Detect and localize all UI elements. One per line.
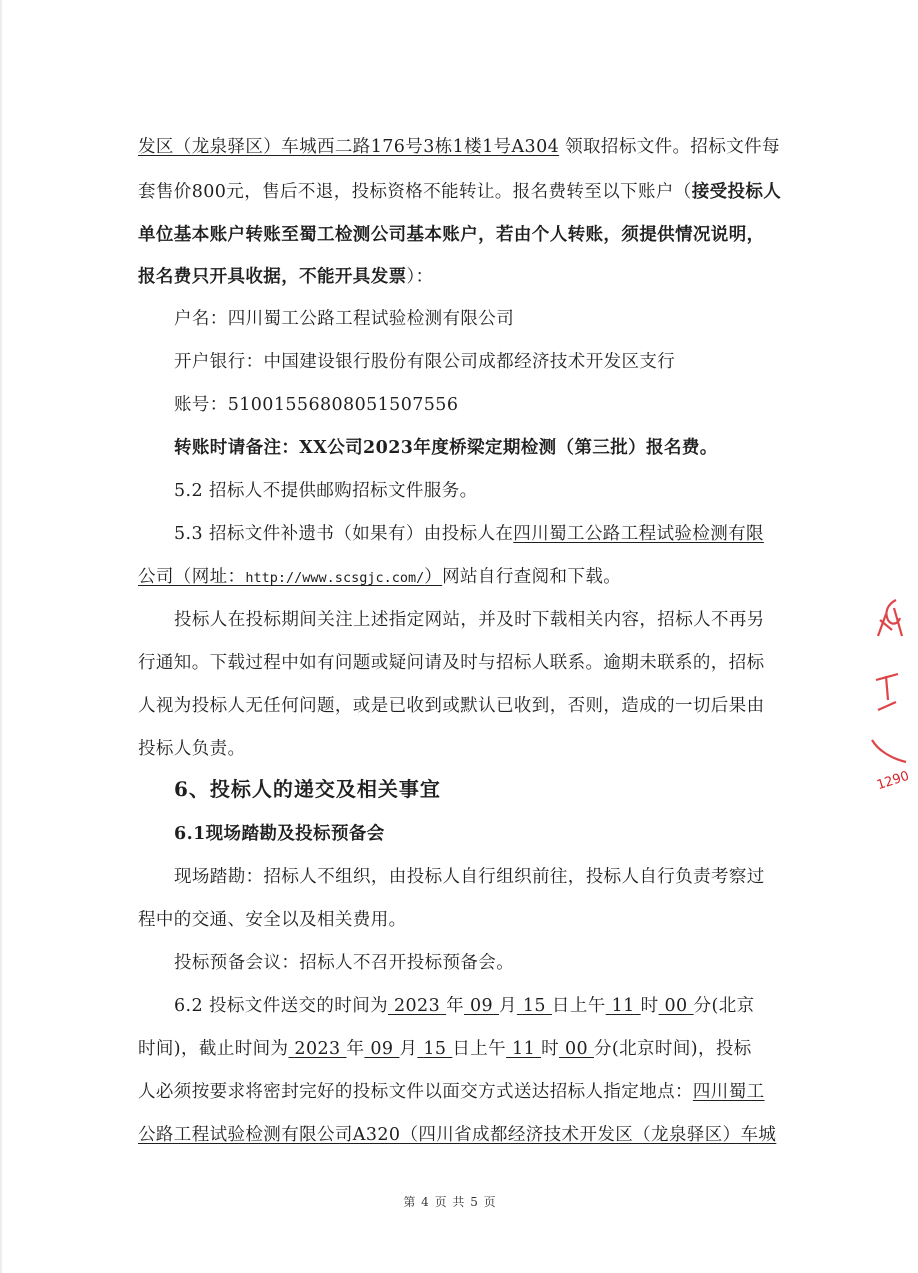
text-span: ）： — [406, 267, 434, 287]
bold-span: 报名费只开具收据，不能开具发票 — [138, 267, 407, 287]
section-6-2-line1 — [174, 994, 755, 1018]
location-underlined: 四川蜀工 — [692, 1082, 765, 1102]
transfer-note: 转账时请备注：XX公司2023年度桥梁定期检测（第三批）报名费。 — [174, 438, 718, 458]
text-span: 人必须按要求将密封完好的投标文件以面交方式送达招标人指定地点： — [138, 1082, 693, 1102]
page-footer: 第 4 页 共 5 页 — [403, 1195, 497, 1209]
company-underlined: 公司（网址： — [138, 567, 246, 587]
hour-value — [606, 996, 641, 1016]
account-number: 账号：51001556808051507556 — [174, 395, 459, 415]
hour-value — [506, 1039, 541, 1059]
stamp-graphic — [858, 590, 918, 794]
month-value — [364, 1039, 399, 1059]
text-span: 月 — [399, 1039, 418, 1059]
year-text: 2023 — [393, 996, 441, 1016]
notice-line: 人视为投标人无任何问题，或是已收到或默认已收到，否则，造成的一切后果由 — [138, 696, 765, 716]
day-text: 15 — [522, 996, 546, 1016]
text-span: 时间)，截止时间为 — [138, 1039, 289, 1059]
bold-span: 接受投标人 — [691, 182, 782, 202]
paragraph-line — [138, 180, 781, 204]
section-5-2: 5.2 招标人不提供邮购招标文件服务。 — [174, 481, 478, 501]
section-6-2-line3 — [138, 1080, 765, 1104]
text-span: 分(北京时间)，投标 — [594, 1039, 752, 1059]
hour-text: 11 — [512, 1039, 536, 1059]
text-span: 网站自行查阅和下载。 — [442, 567, 622, 587]
text-span: 年 — [446, 996, 464, 1016]
year-text: 2023 — [294, 1039, 341, 1059]
text-span: 6.2 投标文件送交的时间为 — [174, 996, 388, 1016]
text-span: 年 — [346, 1039, 365, 1059]
minute-text: 00 — [564, 1039, 589, 1059]
section-6-2-line2 — [138, 1037, 752, 1061]
survey-line: 现场踏勘：招标人不组织，由投标人自行组织前往，投标人自行负责考察过 — [174, 867, 765, 887]
day-text: 15 — [423, 1039, 447, 1059]
month-value — [464, 996, 499, 1016]
premeeting-line: 投标预备会议：招标人不召开投标预备会。 — [174, 953, 515, 973]
bold-line: 单位基本账户转账至蜀工检测公司基本账户，若由个人转账，须提供情况说明， — [138, 225, 765, 245]
minute-value — [559, 1039, 594, 1059]
day-value — [417, 1039, 452, 1059]
address-underlined: 发区（龙泉驿区）车城西二路176号3栋1楼1号A304 — [138, 137, 560, 157]
text-span: 5.3 招标文件补遗书（如果有）由投标人在 — [174, 524, 514, 544]
account-name: 户名：四川蜀工公路工程试验检测有限公司 — [174, 309, 515, 329]
notice-line: 投标人负责。 — [138, 739, 246, 759]
section-5-3-line2 — [138, 565, 621, 590]
section-6-heading: 6、投标人的递交及相关事宜 — [174, 777, 441, 801]
company-underlined: ） — [424, 567, 443, 587]
month-text: 09 — [370, 1039, 394, 1059]
section-6-1-heading: 6.1现场踏勘及投标预备会 — [174, 824, 385, 844]
minute-value — [659, 996, 694, 1016]
text-span: 分(北京 — [693, 996, 755, 1016]
paragraph-line — [138, 135, 780, 159]
section-5-3-line1 — [174, 522, 764, 546]
hour-text: 11 — [611, 996, 635, 1016]
notice-line: 投标人在投标期间关注上述指定网站，并及时下载相关内容，招标人不再另 — [174, 610, 765, 630]
stamp-number: 1290 — [875, 768, 912, 794]
seal-stamp — [858, 590, 918, 794]
text-span: 月 — [499, 996, 517, 1016]
section-6-2-line4: 公路工程试验检测有限公司A320（四川省成都经济技术开发区（龙泉驿区）车城 — [138, 1125, 777, 1145]
website-link[interactable]: http://www.scsgjc.com/ — [245, 570, 425, 586]
minute-text: 00 — [664, 996, 688, 1016]
text-span: 时 — [640, 996, 659, 1016]
month-text: 09 — [469, 996, 494, 1016]
survey-line: 程中的交通、安全以及相关费用。 — [138, 910, 407, 930]
paragraph-line — [138, 265, 434, 289]
day-value — [517, 996, 552, 1016]
page-edge-shadow — [0, 0, 3, 1273]
notice-line: 行通知。下载过程中如有问题或疑问请及时与招标人联系。逾期未联系的，招标 — [138, 653, 765, 673]
text-span: 时 — [541, 1039, 559, 1059]
year-value — [288, 1039, 346, 1059]
text-span: 日上午 — [551, 996, 606, 1016]
text-span: 套售价800元，售后不退，投标资格不能转让。报名费转至以下账户（ — [138, 182, 692, 202]
company-underlined: 四川蜀工公路工程试验检测有限 — [513, 524, 764, 544]
text-span: 领取招标文件。招标文件每 — [559, 137, 780, 157]
year-value — [388, 996, 446, 1016]
account-bank: 开户银行：中国建设银行股份有限公司成都经济技术开发区支行 — [174, 352, 676, 372]
text-span: 日上午 — [452, 1039, 507, 1059]
